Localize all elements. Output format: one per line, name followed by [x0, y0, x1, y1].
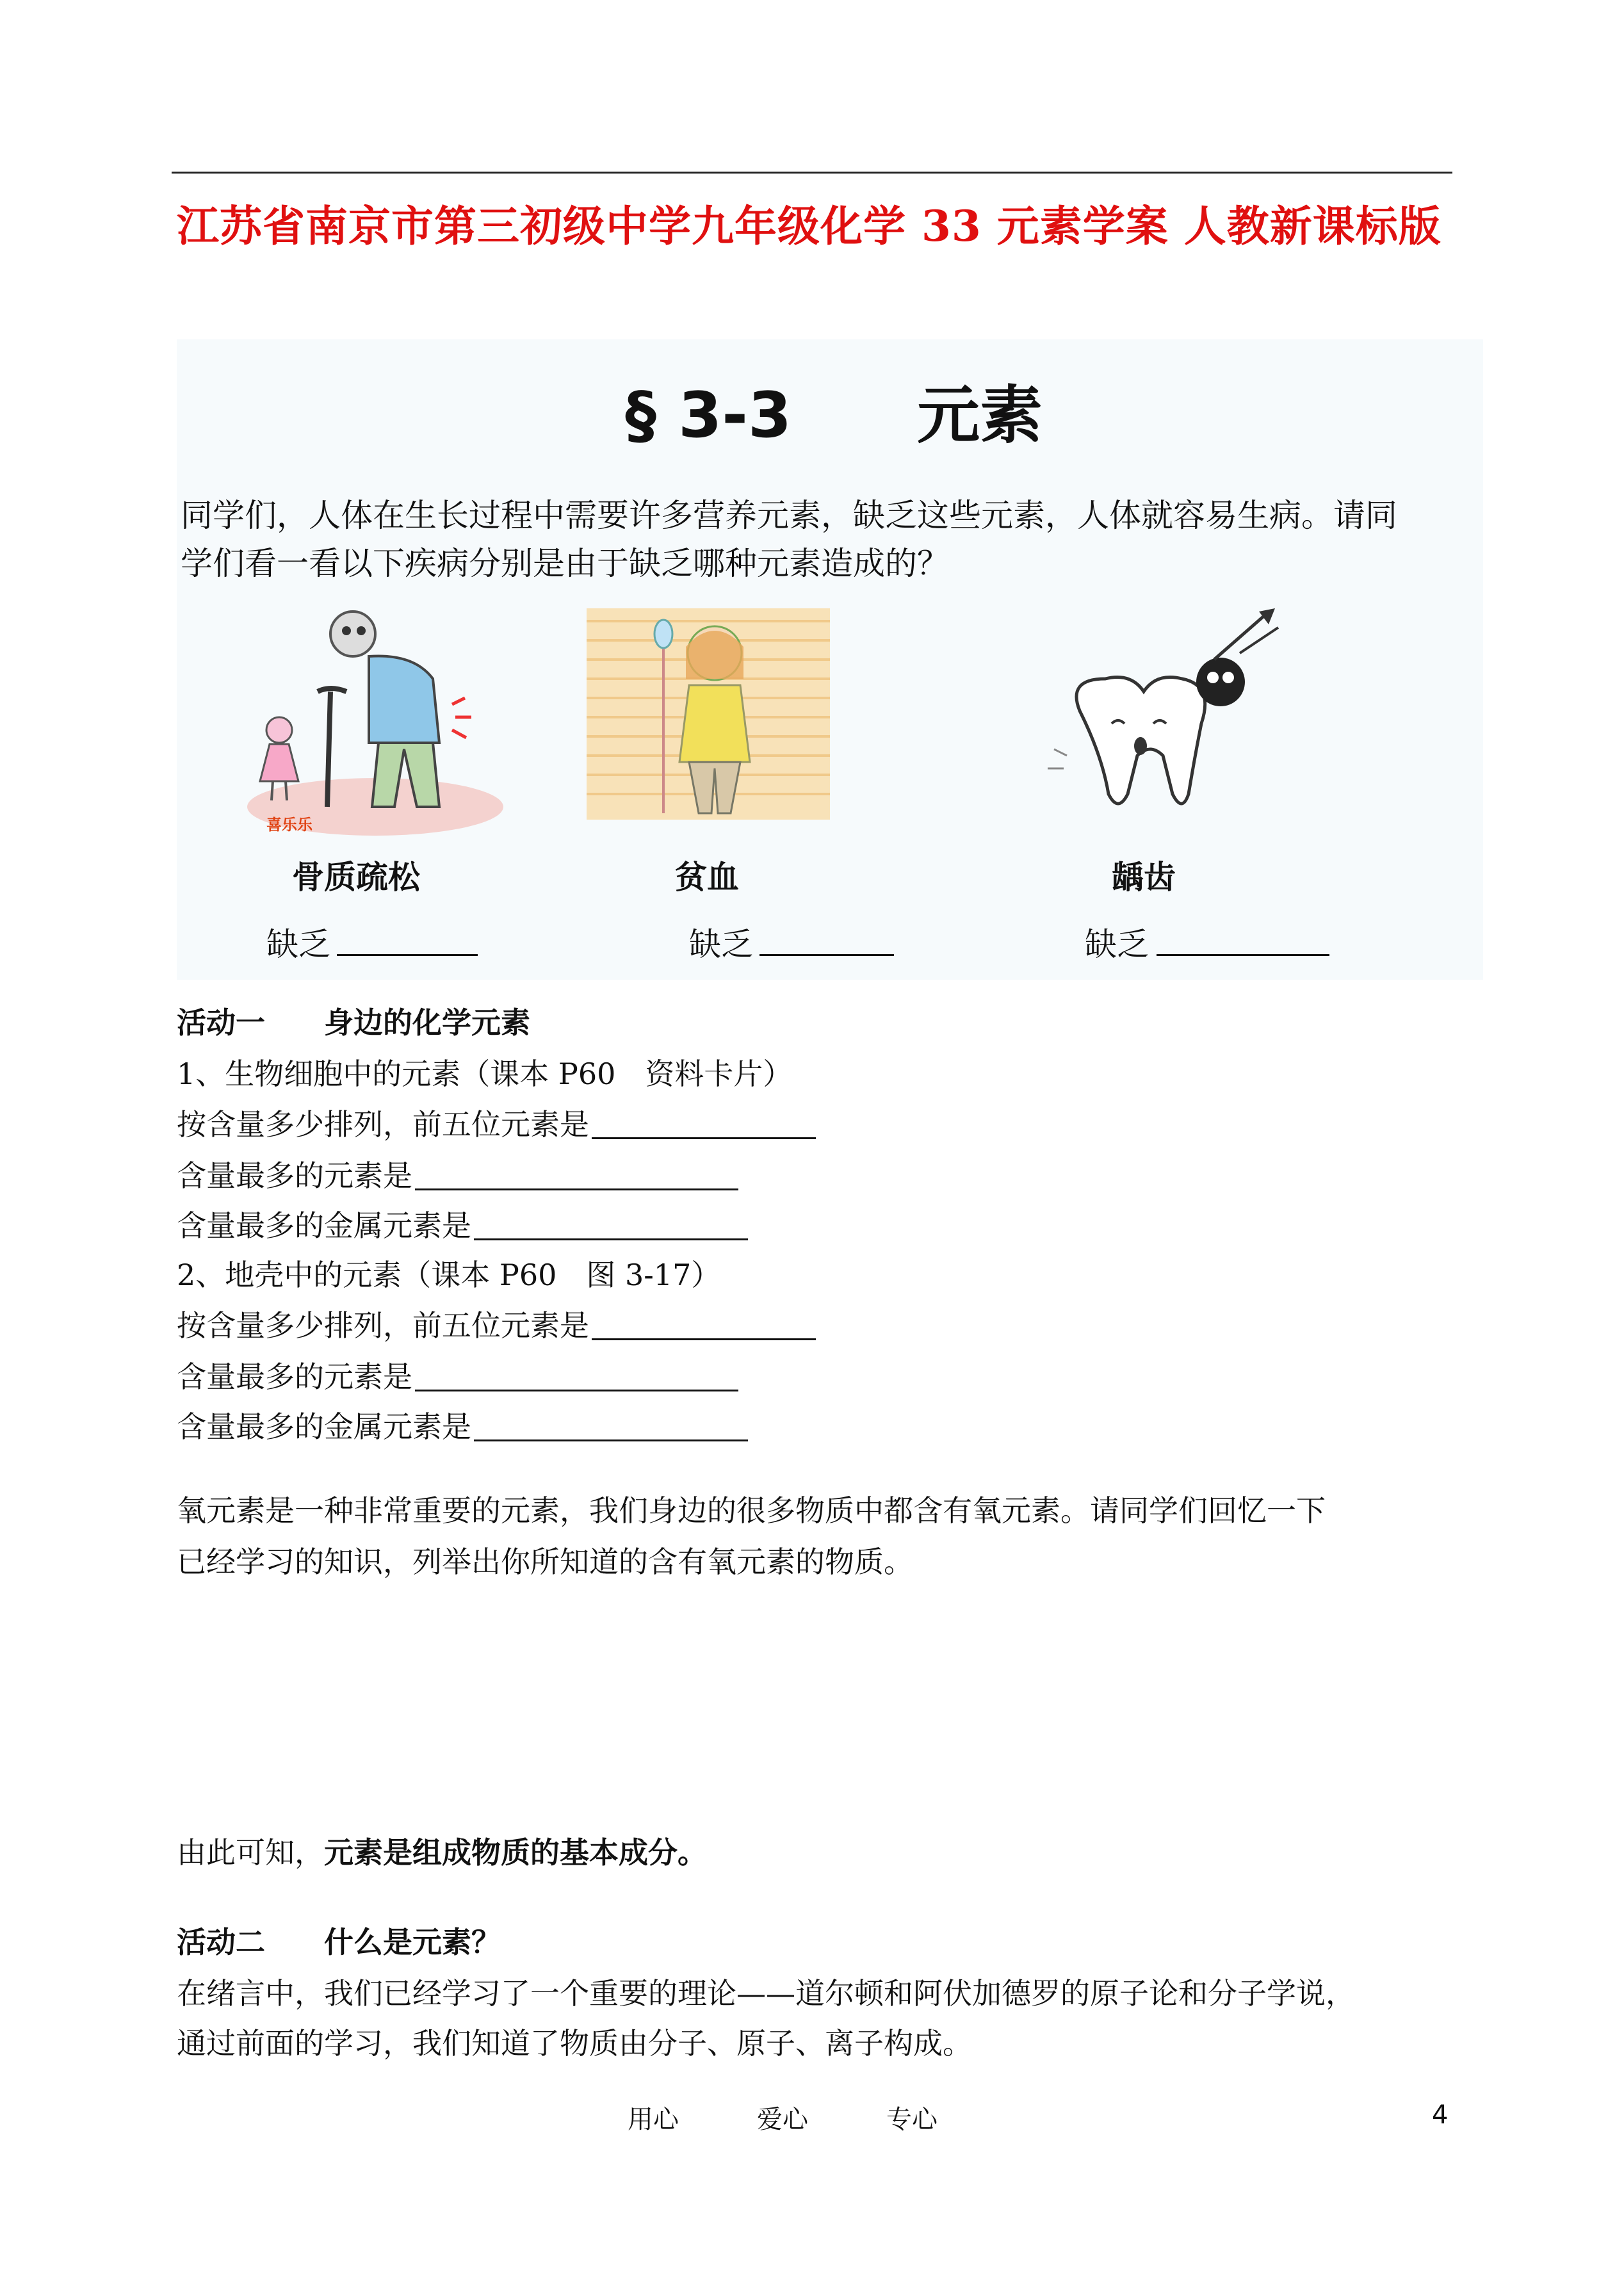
lack-label-2: 缺乏: [689, 926, 753, 963]
lack-label-1: 缺乏: [266, 926, 330, 963]
activity-2-heading: 活动二 什么是元素？: [177, 1925, 501, 1959]
document-title: 江苏省南京市第三初级中学九年级化学 33 元素学案 人教新课标版: [177, 201, 1441, 251]
crust-most-blank: [415, 1361, 738, 1391]
cell-top5-blank: [592, 1109, 816, 1139]
crust-top5-label: 按含量多少排列，前五位元素是: [177, 1308, 589, 1343]
crust-metal-blank: [474, 1411, 748, 1441]
activity-1-item-1: 1、生物细胞中的元素（课本 P60 资料卡片）: [177, 1057, 793, 1091]
cell-metal-label: 含量最多的金属元素是: [177, 1208, 471, 1243]
figure-heading: § 3-3 元素: [625, 379, 1043, 452]
figure-intro-line-2: 学们看一看以下疾病分别是由于缺乏哪种元素造成的？: [181, 545, 949, 582]
oxygen-paragraph-line-2: 已经学习的知识，列举出你所知道的含有氧元素的物质。: [177, 1545, 913, 1579]
crust-top5-blank: [592, 1310, 816, 1340]
oxygen-paragraph-line-1: 氧元素是一种非常重要的元素，我们身边的很多物质中都含有氧元素。请同学们回忆一下: [177, 1493, 1326, 1528]
cell-most-label: 含量最多的元素是: [177, 1158, 412, 1193]
crust-top5-question: [177, 1308, 816, 1343]
disease-caption-osteoporosis: 骨质疏松: [292, 859, 420, 896]
activity-1-item-2: 2、地壳中的元素（课本 P60 图 3-17）: [177, 1258, 721, 1292]
footer-word-2: 爱心: [757, 2105, 808, 2134]
cell-most-question: [177, 1158, 738, 1193]
activity-2-line-2: 通过前面的学习，我们知道了物质由分子、原子、离子构成。: [177, 2026, 972, 2061]
conclusion-emphasis: 元素是组成物质的基本成分。: [324, 1835, 707, 1870]
answer-blank-anemia: [759, 954, 894, 956]
footer-word-1: 用心: [628, 2105, 679, 2134]
page-number: 4: [1432, 2100, 1449, 2130]
activity-2-line-1: 在绪言中，我们已经学习了一个重要的理论——道尔顿和阿伏加德罗的原子论和分子学说，: [177, 1976, 1355, 2011]
activity-1-heading: 活动一 身边的化学元素: [177, 1005, 530, 1040]
lack-label-3: 缺乏: [1085, 926, 1149, 963]
cell-most-blank: [415, 1160, 738, 1190]
crust-most-label: 含量最多的元素是: [177, 1359, 412, 1394]
crust-metal-label: 含量最多的金属元素是: [177, 1409, 471, 1444]
tooth-decay-illustration: [1028, 608, 1297, 826]
conclusion-prefix: 由此可知，: [177, 1835, 324, 1870]
anemia-illustration: [587, 608, 830, 826]
answer-blank-osteoporosis: [337, 954, 478, 956]
illustration-logo: 喜乐乐: [266, 816, 313, 834]
osteoporosis-illustration: [241, 596, 510, 839]
answer-blank-caries: [1157, 954, 1329, 956]
cell-top5-label: 按含量多少排列，前五位元素是: [177, 1107, 589, 1142]
lesson-figure: [177, 339, 1483, 980]
disease-caption-caries: 龋齿: [1112, 859, 1176, 896]
crust-metal-question: [177, 1409, 748, 1444]
figure-intro-line-1: 同学们，人体在生长过程中需要许多营养元素，缺乏这些元素，人体就容易生病。请同: [181, 497, 1397, 534]
cell-top5-question: [177, 1107, 816, 1142]
footer-word-3: 专心: [886, 2105, 938, 2134]
disease-caption-anemia: 贫血: [675, 859, 739, 896]
cell-metal-blank: [474, 1210, 748, 1240]
cell-metal-question: [177, 1208, 748, 1243]
header-rule: [172, 172, 1452, 174]
conclusion-line: [177, 1835, 707, 1870]
crust-most-question: [177, 1359, 738, 1394]
